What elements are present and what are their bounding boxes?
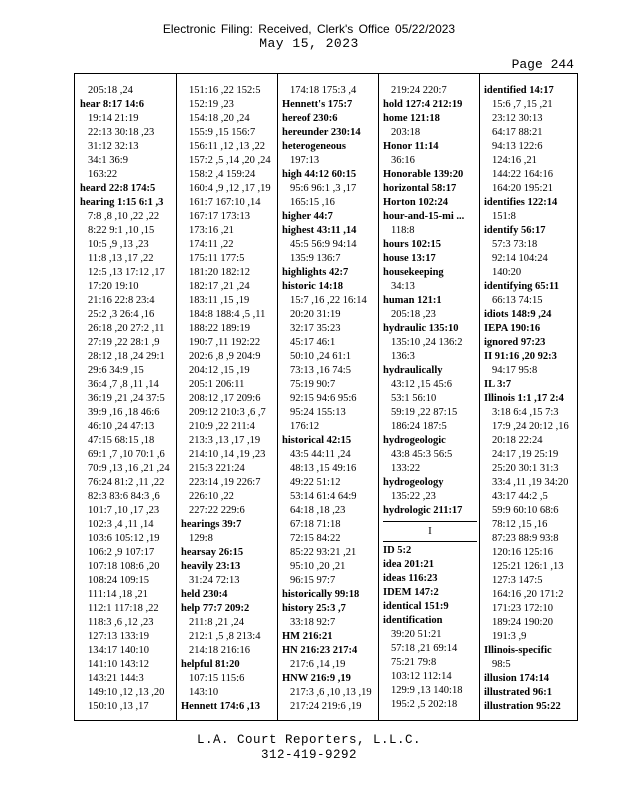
index-entry-refs: 133:22: [391, 463, 421, 474]
index-entry-refs: 158:2 ,4 159:24: [189, 169, 256, 180]
index-entry-term: illustrated 96:1: [484, 687, 552, 698]
index-entry-term: IEPA 190:16: [484, 323, 541, 334]
index-entry-term: identical 151:9: [383, 601, 449, 612]
index-entry-refs: 53:1 56:10: [391, 393, 437, 404]
index-entry-refs: 174:18 175:3 ,4: [290, 85, 357, 96]
index-entry-refs: 33:18 92:7: [290, 617, 336, 628]
index-entry-refs: 21:16 22:8 23:4: [88, 295, 155, 306]
index-entry-refs: 33:4 ,11 ,19 34:20: [492, 477, 569, 488]
index-entry-term: ID 5:2: [383, 545, 412, 556]
index-entry-refs: 94:17 95:8: [492, 365, 538, 376]
index-column-5: [484, 84, 578, 714]
index-entry-term: hydraulic 135:10: [383, 323, 459, 334]
index-entry-term: history 25:3 ,7: [282, 603, 346, 614]
index-entry-refs: 75:19 90:7: [290, 379, 336, 390]
index-entry-refs: 50:10 ,24 61:1: [290, 351, 351, 362]
index-entry-refs: 208:12 ,17 209:6: [189, 393, 261, 404]
transcript-date: May 15, 2023: [259, 36, 359, 51]
index-entry-refs: 20:20 31:19: [290, 309, 341, 320]
index-entry-refs: 94:13 122:6: [492, 141, 543, 152]
index-column-3: [282, 84, 376, 714]
index-entry-refs: 10:5 ,9 ,13 ,23: [88, 239, 149, 250]
index-entry-refs: 19:14 21:19: [88, 113, 139, 124]
index-entry-term: Honorable 139:20: [383, 169, 464, 180]
index-entry-refs: 155:9 ,15 156:7: [189, 127, 256, 138]
index-entry-refs: 7:8 ,8 ,10 ,22 ,22: [88, 211, 160, 222]
index-entry-term: II 91:16 ,20 92:3: [484, 351, 557, 362]
index-entry-refs: 160:4 ,9 ,12 ,17 ,19: [189, 183, 271, 194]
index-entry-refs: 111:14 ,18 ,21: [88, 589, 148, 600]
column-divider: [176, 74, 177, 720]
index-entry-refs: 11:8 ,13 ,17 ,22: [88, 253, 154, 264]
index-entry-refs: 36:4 ,7 ,8 ,11 ,14: [88, 379, 159, 390]
index-entry-refs: 23:12 30:13: [492, 113, 543, 124]
index-entry-refs: 210:9 ,22 211:4: [189, 421, 255, 432]
index-entry-term: hydrogeology: [383, 477, 444, 488]
index-entry-refs: 167:17 173:13: [189, 211, 250, 222]
index-entry-refs: 151:8: [492, 211, 516, 222]
index-entry-refs: 108:24 109:15: [88, 575, 149, 586]
index-entry-term: higher 44:7: [282, 211, 333, 222]
index-entry-refs: 36:19 ,21 ,24 37:5: [88, 393, 165, 404]
index-entry-refs: 223:14 ,19 226:7: [189, 477, 261, 488]
index-entry-term: Hennett 174:6 ,13: [181, 701, 261, 712]
index-entry-refs: 3:18 6:4 ,15 7:3: [492, 407, 559, 418]
index-entry-refs: 165:15 ,16: [290, 197, 335, 208]
index-entry-refs: 17:20 19:10: [88, 281, 139, 292]
index-entry-refs: 190:7 ,11 192:22: [189, 337, 261, 348]
index-entry-refs: 34:13: [391, 281, 415, 292]
index-entry-refs: 95:6 96:1 ,3 ,17: [290, 183, 357, 194]
index-entry-refs: 17:9 ,24 20:12 ,16: [492, 421, 569, 432]
index-entry-refs: 15:6 ,7 ,15 ,21: [492, 99, 553, 110]
index-entry-term: illusion 174:14: [484, 673, 550, 684]
index-entry-term: historic 14:18: [282, 281, 343, 292]
index-entry-refs: 107:15 115:6: [189, 673, 245, 684]
index-entry-term: identify 56:17: [484, 225, 546, 236]
index-entry-refs: 184:8 188:4 ,5 ,11: [189, 309, 266, 320]
index-entry-term: hearsay 26:15: [181, 547, 244, 558]
index-entry-refs: 8:22 9:1 ,10 ,15: [88, 225, 155, 236]
index-entry-refs: 69:1 ,7 ,10 70:1 ,6: [88, 449, 165, 460]
index-entry-refs: 118:8: [391, 225, 415, 236]
index-entry-refs: 124:16 ,21: [492, 155, 537, 166]
index-entry-refs: 141:10 143:12: [88, 659, 149, 670]
index-entry-term: high 44:12 60:15: [282, 169, 357, 180]
index-entry-refs: 22:13 30:18 ,23: [88, 127, 155, 138]
index-entry-term: ignored 97:23: [484, 337, 546, 348]
index-entry-refs: 12:5 ,13 17:12 ,17: [88, 267, 165, 278]
index-entry-term: Honor 11:14: [383, 141, 439, 152]
index-entry-refs: 161:7 167:10 ,14: [189, 197, 261, 208]
index-entry-term: identification: [383, 615, 443, 626]
index-entry-refs: 120:16 125:16: [492, 547, 553, 558]
reporter-name: L.A. Court Reporters, L.L.C.: [196, 733, 422, 747]
index-entry-term: hydrologic 211:17: [383, 505, 463, 516]
index-entry-refs: 129:9 ,13 140:18: [391, 685, 463, 696]
index-entry-refs: 39:20 51:21: [391, 629, 442, 640]
index-entry-refs: 214:10 ,14 ,19 ,23: [189, 449, 266, 460]
index-entry-refs: 214:18 216:16: [189, 645, 250, 656]
filing-stamp: Electronic Filing: Received, Clerk's Office 05/22/2023: [162, 22, 456, 36]
index-entry-refs: 127:13 133:19: [88, 631, 149, 642]
index-entry-term: HNW 216:9 ,19: [282, 673, 351, 684]
index-column-1: [80, 84, 174, 714]
index-entry-refs: 43:12 ,15 45:6: [391, 379, 452, 390]
index-entry-refs: 31:24 72:13: [189, 575, 240, 586]
index-entry-refs: 25:20 30:1 31:3: [492, 463, 559, 474]
index-entry-term: home 121:18: [383, 113, 440, 124]
index-entry-refs: 195:2 ,5 202:18: [391, 699, 458, 710]
index-entry-refs: 102:3 ,4 ,11 ,14: [88, 519, 154, 530]
index-entry-refs: 204:12 ,15 ,19: [189, 365, 250, 376]
index-entry-refs: 45:5 56:9 94:14: [290, 239, 357, 250]
index-entry-refs: 24:17 ,19 25:19: [492, 449, 559, 460]
index-entry-refs: 64:17 88:21: [492, 127, 543, 138]
index-entry-refs: 135:9 136:7: [290, 253, 341, 264]
index-entry-refs: 149:10 ,12 ,13 ,20: [88, 687, 165, 698]
index-entry-refs: 176:12: [290, 421, 320, 432]
index-frame: [74, 73, 578, 721]
column-divider: [479, 74, 480, 720]
index-entry-refs: 157:2 ,5 ,14 ,20 ,24: [189, 155, 271, 166]
index-entry-term: housekeeping: [383, 267, 444, 278]
page-number: Page 244: [511, 57, 574, 72]
index-entry-refs: 47:15 68:15 ,18: [88, 435, 155, 446]
index-entry-refs: 143:10: [189, 687, 219, 698]
index-entry-refs: 226:10 ,22: [189, 491, 234, 502]
index-entry-term: Horton 102:24: [383, 197, 449, 208]
index-entry-term: Hennett's 175:7: [282, 99, 353, 110]
index-entry-refs: 25:2 ,3 26:4 ,16: [88, 309, 155, 320]
index-entry-term: hours 102:15: [383, 239, 442, 250]
index-entry-refs: 29:6 34:9 ,15: [88, 365, 144, 376]
section-rule: [383, 541, 477, 542]
index-entry-refs: 197:13: [290, 155, 320, 166]
index-entry-refs: 87:23 88:9 93:8: [492, 533, 559, 544]
index-entry-refs: 181:20 182:12: [189, 267, 250, 278]
index-entry-refs: 82:3 83:6 84:3 ,6: [88, 491, 160, 502]
index-entry-term: Illinois 1:1 ,17 2:4: [484, 393, 564, 404]
index-entry-refs: 43:8 45:3 56:5: [391, 449, 453, 460]
section-rule: [383, 521, 477, 522]
index-entry-refs: 43:17 44:2 ,5: [492, 491, 548, 502]
index-entry-refs: 32:17 35:23: [290, 323, 341, 334]
index-entry-term: highlights 42:7: [282, 267, 349, 278]
index-entry-refs: 215:3 221:24: [189, 463, 245, 474]
index-entry-refs: 96:15 97:7: [290, 575, 336, 586]
index-entry-refs: 183:11 ,15 ,19: [189, 295, 250, 306]
index-entry-refs: 163:22: [88, 169, 118, 180]
index-entry-refs: 140:20: [492, 267, 522, 278]
index-entry-refs: 182:17 ,21 ,24: [189, 281, 250, 292]
index-entry-refs: 136:3: [391, 351, 415, 362]
index-entry-refs: 28:12 ,18 ,24 29:1: [88, 351, 165, 362]
index-entry-refs: 171:23 172:10: [492, 603, 553, 614]
index-entry-refs: 73:13 ,16 74:5: [290, 365, 351, 376]
index-entry-refs: 209:12 210:3 ,6 ,7: [189, 407, 266, 418]
index-entry-refs: 164:16 ,20 171:2: [492, 589, 564, 600]
index-entry-refs: 174:11 ,22: [189, 239, 234, 250]
index-entry-refs: 36:16: [391, 155, 415, 166]
index-entry-refs: 135:22 ,23: [391, 491, 436, 502]
index-entry-term: illustration 95:22: [484, 701, 561, 712]
index-entry-refs: 72:15 84:22: [290, 533, 341, 544]
index-entry-refs: 34:1 36:9: [88, 155, 128, 166]
index-entry-refs: 205:18 ,23: [391, 309, 436, 320]
index-entry-refs: 154:18 ,20 ,24: [189, 113, 250, 124]
index-entry-refs: 156:11 ,12 ,13 ,22: [189, 141, 266, 152]
index-entry-term: ideas 116:23: [383, 573, 438, 584]
index-entry-refs: 92:14 104:24: [492, 253, 548, 264]
index-entry-refs: 152:19 ,23: [189, 99, 234, 110]
index-entry-term: idiots 148:9 ,24: [484, 309, 552, 320]
index-entry-refs: 39:9 ,16 ,18 46:6: [88, 407, 160, 418]
index-entry-refs: 203:18: [391, 127, 421, 138]
index-entry-refs: 125:21 126:1 ,13: [492, 561, 564, 572]
index-entry-refs: 213:3 ,13 ,17 ,19: [189, 435, 261, 446]
index-entry-term: heterogeneous: [282, 141, 346, 152]
index-entry-refs: 46:10 ,24 47:13: [88, 421, 155, 432]
index-entry-refs: 95:10 ,20 ,21: [290, 561, 346, 572]
index-entry-refs: 202:6 ,8 ,9 204:9: [189, 351, 261, 362]
index-entry-refs: 144:22 164:16: [492, 169, 553, 180]
index-entry-term: IL 3:7: [484, 379, 512, 390]
index-entry-refs: 15:7 ,16 ,22 16:14: [290, 295, 367, 306]
index-entry-refs: 85:22 93:21 ,21: [290, 547, 357, 558]
reporter-phone: 312-419-9292: [260, 748, 357, 762]
index-entry-refs: 70:9 ,13 ,16 ,21 ,24: [88, 463, 170, 474]
index-entry-refs: 95:24 155:13: [290, 407, 346, 418]
index-entry-refs: 76:24 81:2 ,11 ,22: [88, 477, 165, 488]
index-entry-term: heard 22:8 174:5: [80, 183, 156, 194]
index-entry-refs: 64:18 ,18 ,23: [290, 505, 346, 516]
index-entry-term: Illinois-specific: [484, 645, 552, 656]
index-entry-refs: 127:3 147:5: [492, 575, 543, 586]
index-entry-refs: 212:1 ,5 ,8 213:4: [189, 631, 261, 642]
index-entry-term: IDEM 147:2: [383, 587, 439, 598]
index-entry-term: house 13:17: [383, 253, 436, 264]
index-entry-refs: 188:22 189:19: [189, 323, 250, 334]
index-entry-refs: 67:18 71:18: [290, 519, 341, 530]
index-entry-refs: 106:2 ,9 107:17: [88, 547, 155, 558]
index-entry-refs: 150:10 ,13 ,17: [88, 701, 149, 712]
index-entry-term: horizontal 58:17: [383, 183, 457, 194]
index-entry-refs: 78:12 ,15 ,16: [492, 519, 548, 530]
index-entry-term: hour-and-15-mi ...: [383, 211, 465, 222]
index-entry-refs: 217:6 ,14 ,19: [290, 659, 346, 670]
index-entry-refs: 164:20 195:21: [492, 183, 553, 194]
index-entry-term: hearing 1:15 6:1 ,3: [80, 197, 164, 208]
index-entry-term: idea 201:21: [383, 559, 435, 570]
index-entry-refs: 31:12 32:13: [88, 141, 139, 152]
index-entry-term: held 230:4: [181, 589, 228, 600]
index-column-4: [383, 84, 477, 712]
index-entry-refs: 103:12 112:14: [391, 671, 452, 682]
index-entry-term: historically 99:18: [282, 589, 360, 600]
index-entry-refs: 112:1 117:18 ,22: [88, 603, 159, 614]
index-entry-refs: 103:6 105:12 ,19: [88, 533, 160, 544]
index-entry-refs: 191:3 ,9: [492, 631, 527, 642]
index-entry-refs: 134:17 140:10: [88, 645, 149, 656]
index-entry-refs: 118:3 ,6 ,12 ,23: [88, 617, 154, 628]
section-letter: I: [428, 525, 432, 537]
index-entry-refs: 205:18 ,24: [88, 85, 133, 96]
index-entry-term: hereof 230:6: [282, 113, 338, 124]
index-entry-refs: 75:21 79:8: [391, 657, 437, 668]
index-entry-refs: 66:13 74:15: [492, 295, 543, 306]
index-entry-refs: 59:19 ,22 87:15: [391, 407, 458, 418]
index-entry-term: heavily 23:13: [181, 561, 241, 572]
index-entry-refs: 26:18 ,20 27:2 ,11: [88, 323, 165, 334]
index-entry-refs: 49:22 51:12: [290, 477, 341, 488]
index-entry-term: hear 8:17 14:6: [80, 99, 144, 110]
index-entry-refs: 173:16 ,21: [189, 225, 234, 236]
index-entry-refs: 45:17 46:1: [290, 337, 336, 348]
index-entry-refs: 211:8 ,21 ,24: [189, 617, 245, 628]
index-entry-refs: 219:24 220:7: [391, 85, 447, 96]
index-entry-refs: 57:3 73:18: [492, 239, 538, 250]
index-entry-term: identified 14:17: [484, 85, 554, 96]
index-entry-refs: 186:24 187:5: [391, 421, 447, 432]
index-entry-refs: 27:19 ,22 28:1 ,9: [88, 337, 160, 348]
index-entry-refs: 143:21 144:3: [88, 673, 144, 684]
index-entry-term: HN 216:23 217:4: [282, 645, 358, 656]
index-entry-refs: 20:18 22:24: [492, 435, 543, 446]
index-entry-term: HM 216:21: [282, 631, 333, 642]
index-entry-term: identifying 65:11: [484, 281, 559, 292]
index-entry-refs: 217:24 219:6 ,19: [290, 701, 362, 712]
index-entry-term: highest 43:11 ,14: [282, 225, 357, 236]
index-entry-refs: 151:16 ,22 152:5: [189, 85, 261, 96]
index-entry-refs: 135:10 ,24 136:2: [391, 337, 463, 348]
index-entry-refs: 107:18 108:6 ,20: [88, 561, 160, 572]
index-entry-refs: 57:18 ,21 69:14: [391, 643, 458, 654]
index-entry-refs: 48:13 ,15 49:16: [290, 463, 357, 474]
index-entry-refs: 189:24 190:20: [492, 617, 553, 628]
column-divider: [277, 74, 278, 720]
index-entry-refs: 101:7 ,10 ,17 ,23: [88, 505, 160, 516]
index-entry-refs: 175:11 177:5: [189, 253, 245, 264]
index-entry-term: hereunder 230:14: [282, 127, 361, 138]
index-entry-refs: 43:5 44:11 ,24: [290, 449, 351, 460]
index-entry-refs: 98:5: [492, 659, 511, 670]
index-entry-refs: 129:8: [189, 533, 213, 544]
index-column-2: [181, 84, 275, 714]
index-entry-term: helpful 81:20: [181, 659, 240, 670]
index-entry-term: help 77:7 209:2: [181, 603, 250, 614]
index-entry-refs: 53:14 61:4 64:9: [290, 491, 357, 502]
index-entry-term: identifies 122:14: [484, 197, 558, 208]
index-entry-refs: 59:9 60:10 68:6: [492, 505, 559, 516]
column-divider: [378, 74, 379, 720]
index-entry-term: hydrogeologic: [383, 435, 446, 446]
index-entry-refs: 227:22 229:6: [189, 505, 245, 516]
index-entry-term: human 121:1: [383, 295, 442, 306]
index-entry-refs: 217:3 ,6 ,10 ,13 ,19: [290, 687, 372, 698]
index-entry-term: historical 42:15: [282, 435, 352, 446]
index-entry-term: hydraulically: [383, 365, 443, 376]
index-entry-term: hold 127:4 212:19: [383, 99, 463, 110]
index-entry-term: hearings 39:7: [181, 519, 242, 530]
index-entry-refs: 92:15 94:6 95:6: [290, 393, 357, 404]
index-entry-refs: 205:1 206:11: [189, 379, 245, 390]
